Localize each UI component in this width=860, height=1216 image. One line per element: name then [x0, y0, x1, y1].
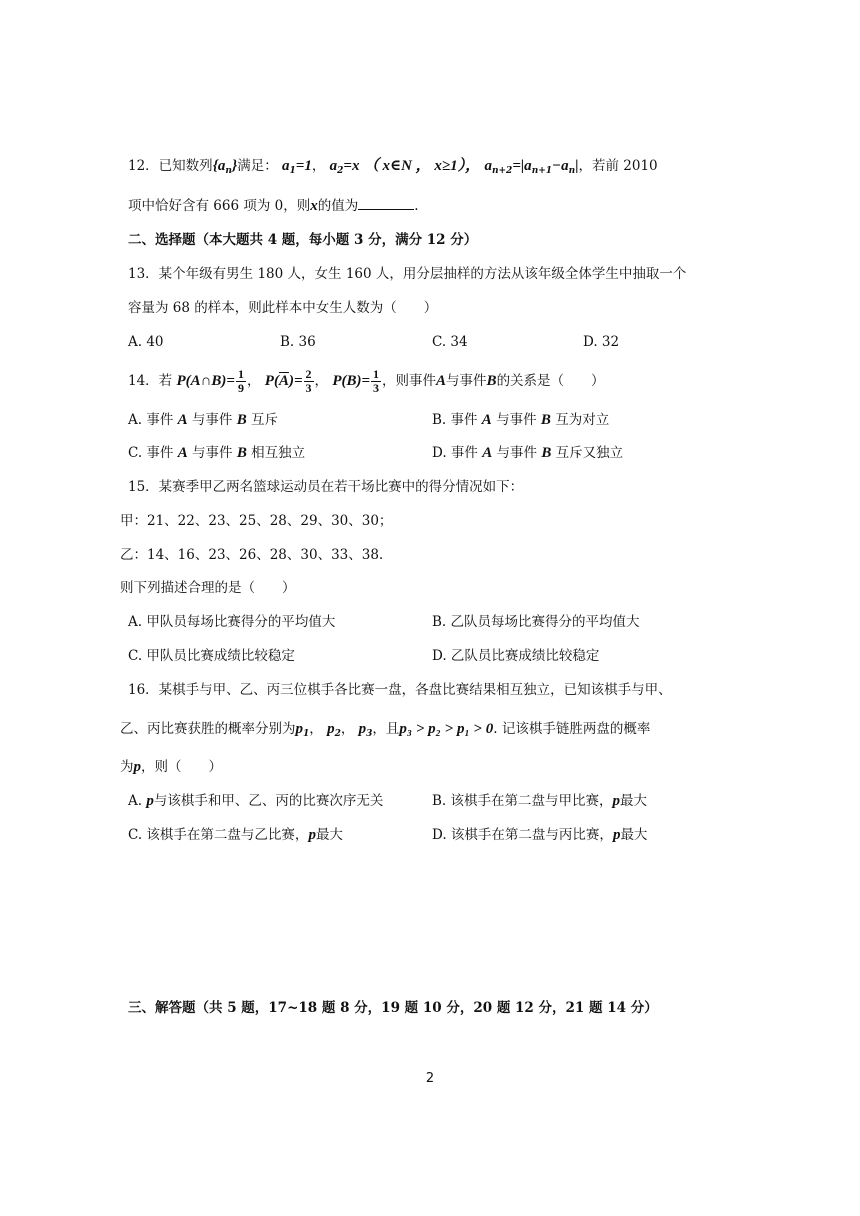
q15-option-b: B. 乙队员每场比赛得分的平均值大: [432, 614, 640, 630]
section-3-heading: 三、解答题（共 5 题，17~18 题 8 分，19 题 10 分，20 题 12 分，21 题 14 分）: [128, 1000, 658, 1016]
answer-blank: [358, 197, 414, 210]
q16-option-b: B. 该棋手在第二盘与甲比赛，p最大: [432, 793, 648, 809]
q16-line1: 16．某棋手与甲、乙、丙三位棋手各比赛一盘，各盘比赛结果相互独立，已知该棋手与甲、: [128, 682, 672, 698]
q16-line2: 乙、丙比赛获胜的概率分别为$p_1$， $p_2$， $p_3$，且p₃ > p₂ > p₁ > 0. 记该棋手链胜两盘的概率: [120, 721, 651, 739]
q13-line1: 13．某个年级有男生 180 人，女生 160 人，用分层抽样的方法从该年级全体学生中抽取一个: [128, 266, 687, 282]
q15-option-d: D. 乙队员比赛成绩比较稳定: [432, 648, 600, 664]
q16-option-a: A. p与该棋手和甲、乙、丙的比赛次序无关: [128, 793, 384, 809]
q14-option-c: C. 事件 A 与事件 B 相互独立: [128, 445, 306, 461]
q12-line2: 项中恰好含有 666 项为 0，则x的值为 .: [128, 198, 419, 214]
q13-option-b: B. 36: [280, 334, 316, 350]
fraction-one-ninth: $\frac{1}{9}$: [237, 367, 244, 395]
q16-option-d: D. 该棋手在第二盘与丙比赛，p最大: [432, 827, 648, 843]
q15-option-a: A. 甲队员每场比赛得分的平均值大: [128, 614, 336, 630]
q14-option-b: B. 事件 A 与事件 B 互为对立: [432, 412, 610, 428]
q16-line3: 为p，则（ ）: [120, 759, 222, 775]
q15-ask: 则下列描述合理的是（ ）: [120, 580, 296, 596]
q13-line2: 容量为 68 的样本，则此样本中女生人数为（ ）: [128, 300, 438, 316]
q14-option-a: A. 事件 A 与事件 B 互斥: [128, 412, 279, 428]
q15-jia-scores: 甲：21、22、23、25、28、29、30、30；: [120, 513, 393, 529]
q13-option-d: D. 32: [583, 334, 620, 350]
q14-stem: 14．若 P(A∩B)= $\frac{1}{9}$ ， $P(\overline{A})=$ $\frac{2}{3}$ ， P(B)= $\frac{1}{3}$ ，则事件A与事件B的关系是（ ）: [128, 367, 605, 395]
fraction-two-thirds: $\frac{2}{3}$: [305, 367, 312, 395]
section-2-heading: 二、选择题（本大题共 4 题，每小题 3 分，满分 12 分）: [128, 232, 478, 248]
q15-line1: 15．某赛季甲乙两名篮球运动员在若干场比赛中的得分情况如下：: [128, 479, 524, 495]
q12-line1: 12．已知数列$\{a_n\}$满足： $a_1=1$， $a_2=x$ （ x∈N ， x≥1）， $a_{n+2}=|a_{n+1}-a_n|$，若前 2010: [128, 158, 658, 176]
page-number: 2: [425, 1071, 435, 1086]
q15-yi-scores: 乙：14、16、23、26、28、30、33、38.: [120, 547, 384, 563]
q15-option-c: C. 甲队员比赛成绩比较稳定: [128, 648, 295, 664]
q14-option-d: D. 事件 A 与事件 B 互斥又独立: [432, 445, 624, 461]
q16-option-c: C. 该棋手在第二盘与乙比赛，p最大: [128, 827, 343, 843]
q13-option-c: C. 34: [432, 334, 468, 350]
q13-option-a: A. 40: [128, 334, 164, 350]
fraction-one-third: $\frac{1}{3}$: [373, 367, 380, 395]
